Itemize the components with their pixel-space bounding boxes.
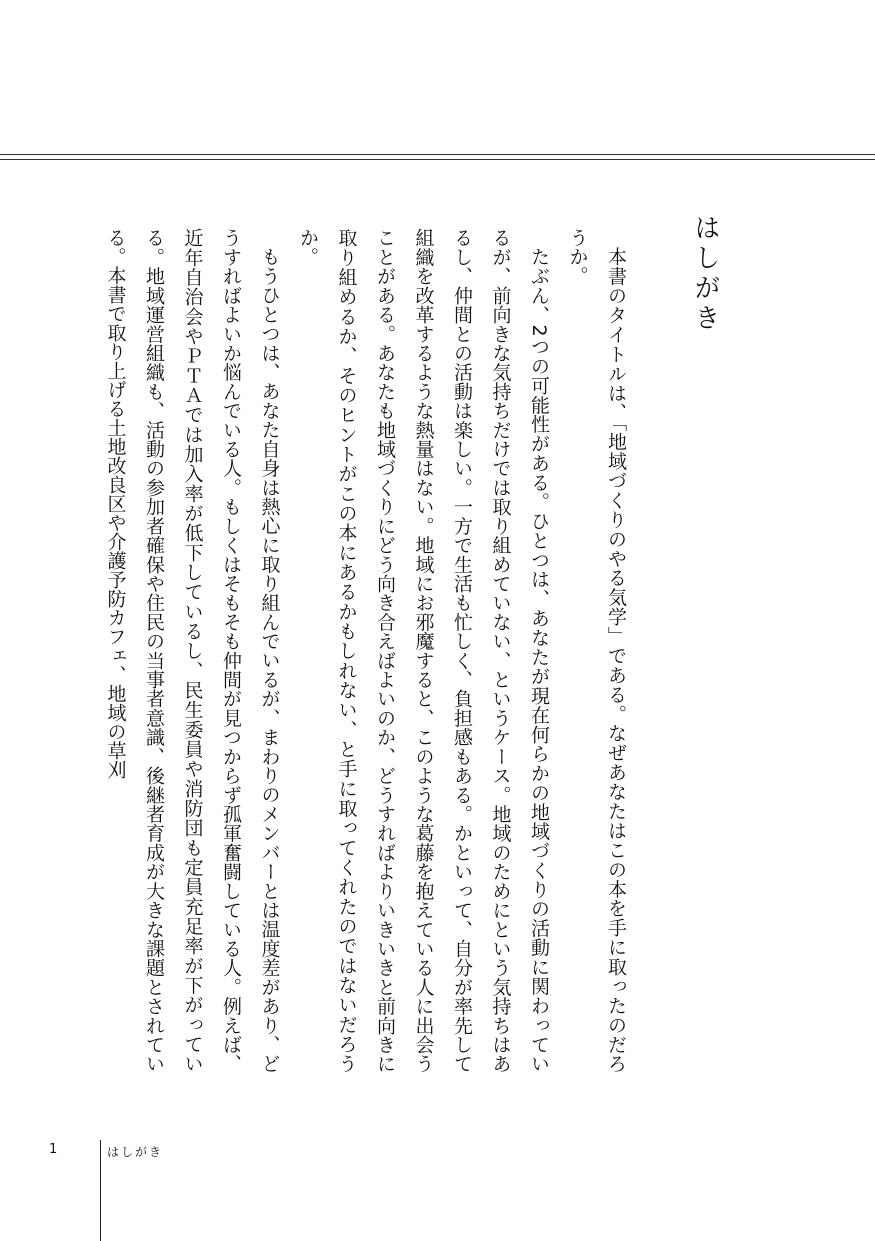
paragraph-3: もうひとつは、あなた自身は熱心に取り組んでいるが、まわりのメンバーとは温度差があり、どうすればよいか悩んでいる人。もしくはそもそも仲間が見つからず孤軍奮闘している人。例えば、近年自治会やＰＴＡでは加入率が低下しているし、民生委員や消防団も定員充足率が下がっている。地域運営組織も、活動の参加者確保や住民の当事者意識、後継者育成が大きな課題とされている。本書で取り上げる土地改良区や介護予防カフェ、地域の草刈 [104,228,281,1073]
paragraph-1: 本書のタイトルは、「地域づくりのやる気学」である。なぜあなたはこの本を手に取ったのだろうか。 [566,228,627,1074]
footer-divider [100,1140,101,1241]
chapter-title: はしがき [690,214,720,334]
paragraph-2: たぶん、2つの可能性がある。ひとつは、あなたが現在何らかの地域づくりの活動に関わっているが、前向きな気持ちだけでは取り組めていない、というケース。地域のためにという気持ちはあるし、仲間との活動は楽しい。一方で生活も忙しく、負担感もある。かといって、自分が率先して組織を改革するような熱量はない。地域にお邪魔すると、このような葛藤を抱えている人に出会うことがある。あなたも地域づくりにどう向き合えばよいのか、どうすればよりいきいきと前向きに取り組めるか、そのヒントがこの本にあるかもしれない、と手に取ってくれたのではないだろうか。 [297,228,550,1073]
page-number: 1 [49,1142,58,1157]
header-rule-top [0,154,875,155]
body-text [95,228,635,1073]
running-head: はしがき [107,1145,164,1159]
header-rule-bottom [0,159,875,160]
